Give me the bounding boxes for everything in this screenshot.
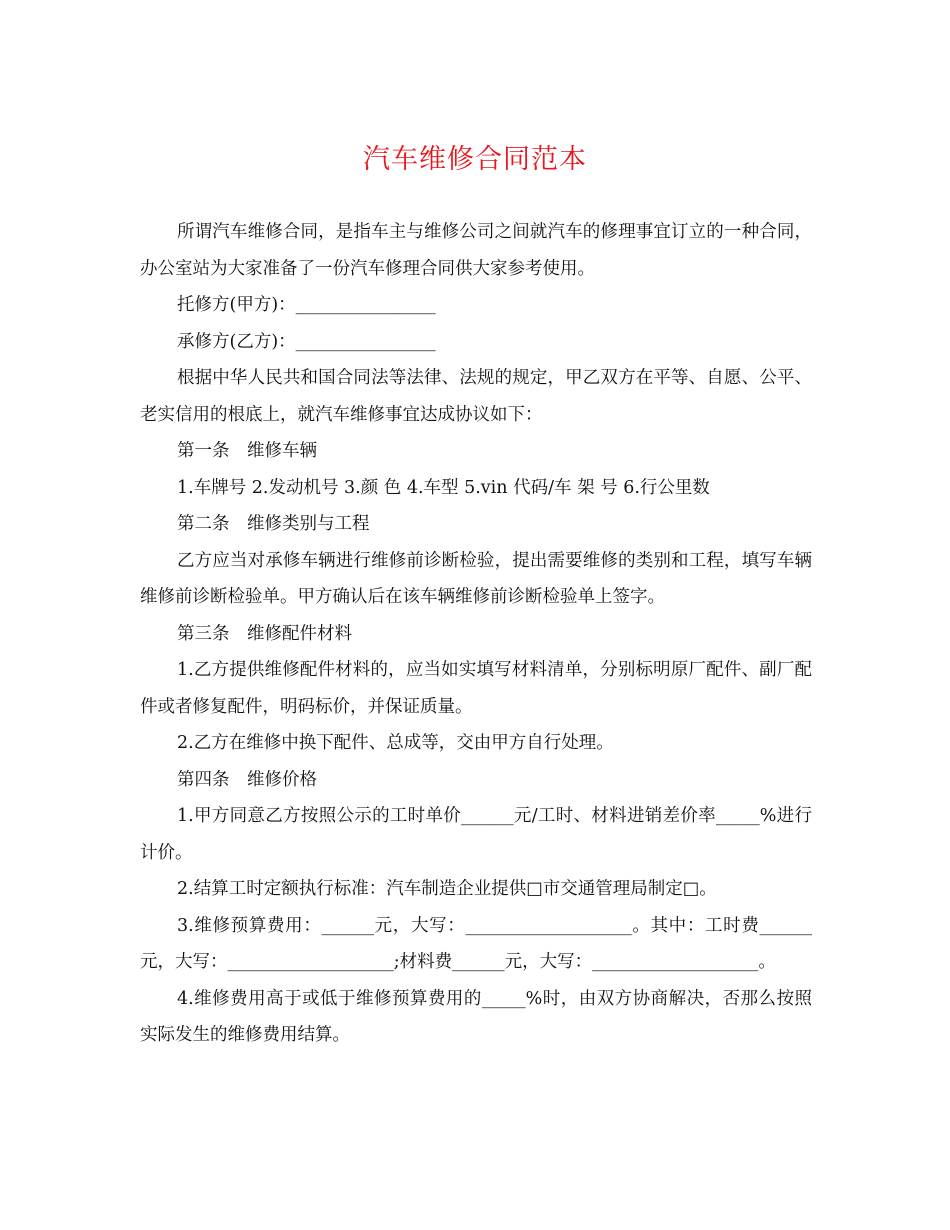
article-4-clause-1: 1.甲方同意乙方按照公示的工时单价______元/工时、材料进销差价率_____%进行计价。 — [140, 806, 812, 863]
article-4-clause-3: 3.维修预算费用：______元，大写：___________________。其中：工时费______元，大写：___________________;材料费______元，大写：___________________。 — [140, 915, 812, 972]
article-4-heading: 第四条 维修价格 — [177, 769, 317, 790]
party-b-line: 承修方(乙方)：________________ — [177, 331, 436, 352]
article-4-clause-4: 4.维修费用高于或低于维修预算费用的_____%时，由双方协商解决，否那么按照实际发生的维修费用结算。 — [140, 988, 812, 1045]
article-3-clause-2: 2.乙方在维修中换下配件、总成等，交由甲方自行处理。 — [177, 733, 614, 753]
article-3-heading: 第三条 维修配件材料 — [177, 623, 352, 644]
article-1-heading: 第一条 维修车辆 — [177, 441, 317, 461]
article-2-paragraph: 乙方应当对承修车辆进行维修前诊断检验，提出需要维修的类别和工程，填写车辆维修前诊断检验单。甲方确认后在该车辆维修前诊断检验单上签字。 — [140, 550, 812, 607]
document-body — [140, 214, 812, 1054]
document-title: 汽车维修合同范本 — [363, 144, 587, 175]
article-1-item-list: 1.车牌号 2.发动机号 3.颜 色 4.车型 5.vin 代码/车 架 号 6.行公里数 — [177, 477, 710, 498]
intro-paragraph: 所谓汽车维修合同，是指车主与维修公司之间就汽车的修理事宜订立的一种合同，办公室站为大家准备了一份汽车修理合同供大家参考使用。 — [140, 222, 812, 279]
article-3-clause-1: 1.乙方提供维修配件材料的，应当如实填写材料清单，分别标明原厂配件、副厂配件或者修复配件，明码标价，并保证质量。 — [140, 660, 812, 717]
article-2-heading: 第二条 维修类别与工程 — [177, 514, 370, 534]
article-4-clause-2: 2.结算工时定额执行标准：汽车制造企业提供□市交通管理局制定□。 — [177, 879, 717, 899]
legal-basis-paragraph: 根据中华人民共和国合同法等法律、法规的规定，甲乙双方在平等、自愿、公平、老实信用的根底上，就汽车维修事宜达成协议如下： — [140, 368, 812, 425]
party-a-line: 托修方(甲方)：________________ — [177, 295, 436, 315]
